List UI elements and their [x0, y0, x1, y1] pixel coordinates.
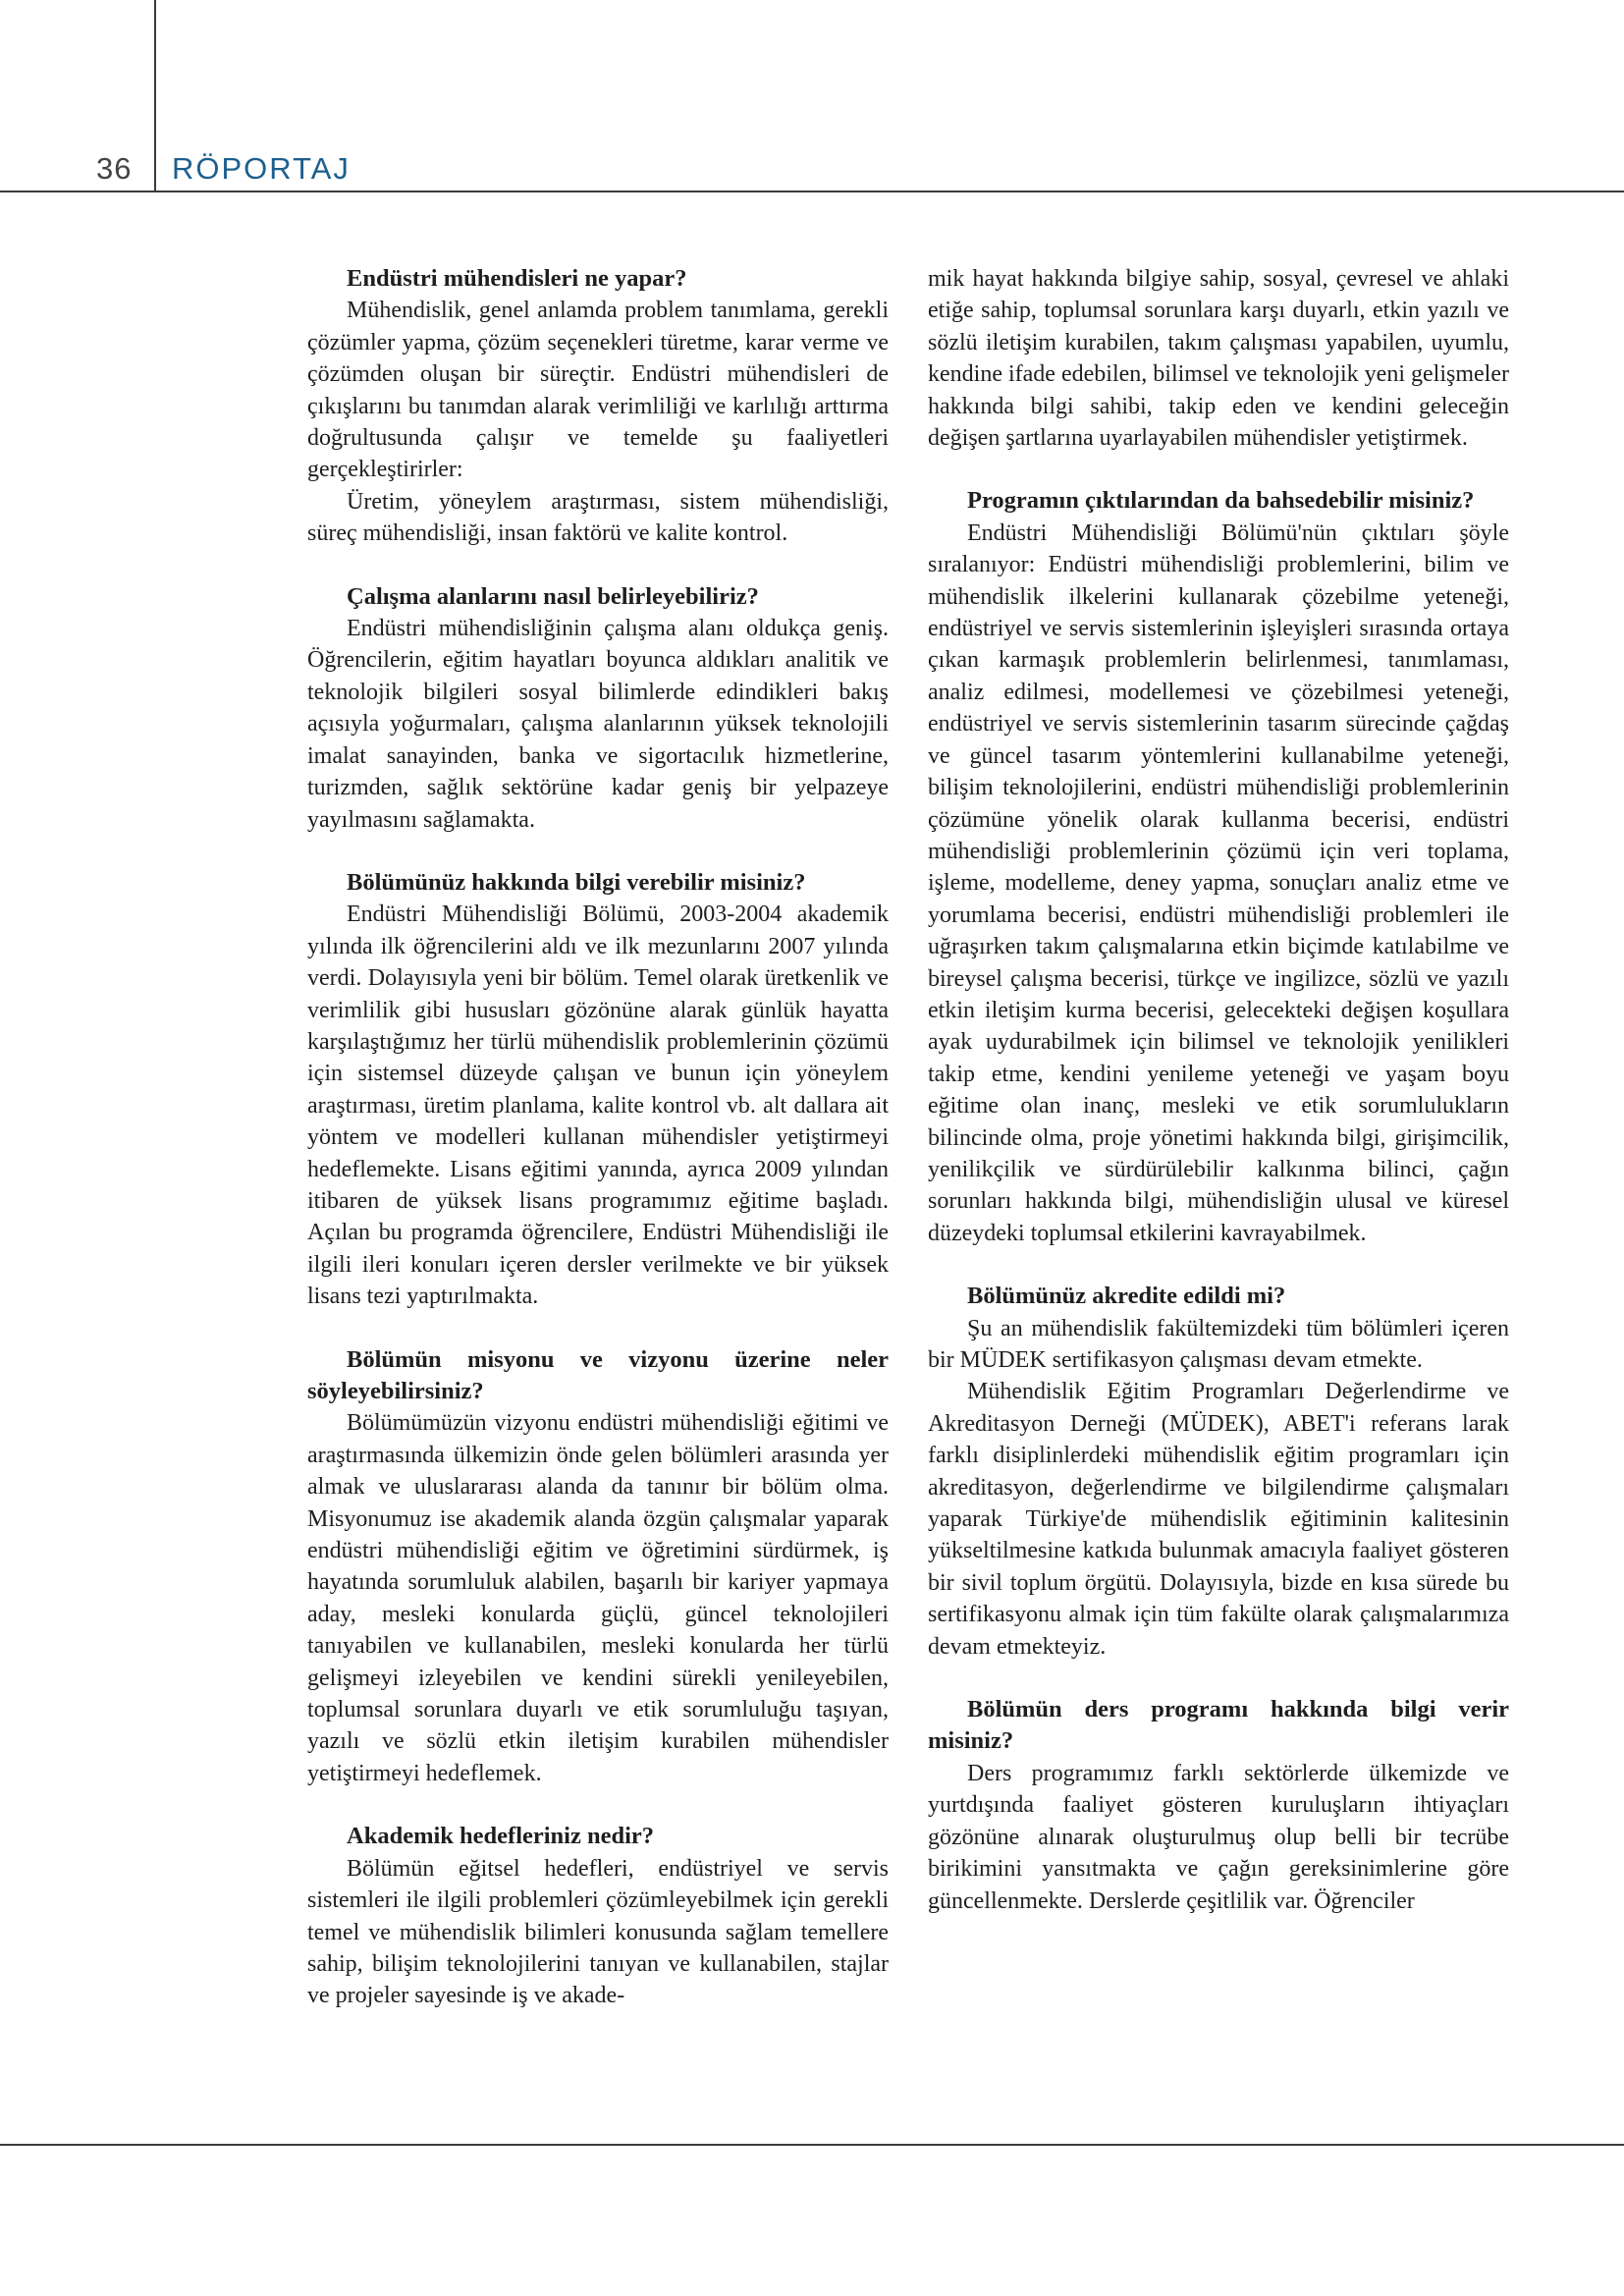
- header-horizontal-rule: [0, 191, 1624, 192]
- answer-paragraph: Ders programımız farklı sektörlerde ülkemizde ve yurtdışında faaliyet gösteren kuruluşların ihtiyaçları gözönüne alınarak oluşturulmuş olup belli bir tecrübe birikimini yansıtmakta ve çağın gereksinimlerine göre güncellenmekte. Derslerde çeşitlilik var. Öğrenciler: [928, 1760, 1509, 1914]
- header-vertical-rule: [154, 0, 156, 191]
- answer-paragraph: Endüstri Mühendisliği Bölümü'nün çıktıları şöyle sıralanıyor: Endüstri mühendisliği problemlerini, bilim ve mühendislik ilkelerini kullanarak çözebilme yeteneği, endüstriyel ve servis sistemlerinin işleyişleri sırasında ortaya çıkan karmaşık problemlerin belirlenmesi, tanımlaması, analiz edilmesi, modellemesi ve çözebilmesi yeteneği, endüstriyel ve servis sistemlerinin tasarım sürecinde çağdaş ve güncel tasarım yöntemlerini kullanabilme yeteneği, bilişim teknolojilerini, endüstri mühendisliği problemlerinin çözümüne yönelik olarak kullanma becerisi, endüstri mühendisliği problemlerinin çözümü için veri toplama, işleme, modelleme, deney yapma, sonuçları analiz etme ve yorumlama becerisi, endüstri mühendisliği problemleri ile uğraşırken takım çalışmalarına etkin biçimde katılabilme ve bireysel çalışma becerisi, türkçe ve ingilizce, sözlü ve yazılı etkin iletişim kurma becerisi, gelecekteki değişen koşullara ayak uydurabilmek için bilimsel ve teknolojik yenilikleri takip etme, kendini yenileme yeteneği ve yaşam boyu eğitime olan inanç, mesleki ve etik sorumlulukların bilincinde olma, proje yönetimi hakkında bilgi, girişimcilik, yenilikçilik ve sürdürülebilir kalkınma bilinci, çağın sorunları hakkında bilgi, mühendisliğin ulusal ve küresel düzeydeki toplumsal etkilerini kavrayabilmek.: [928, 519, 1509, 1246]
- answer-paragraph: Endüstri Mühendisliği Bölümü, 2003-2004 akademik yılında ilk öğrencilerini aldı ve ilk mezunlarını 2007 yılında verdi. Dolayısıyla yeni bir bölüm. Temel olarak üretkenlik ve verimlilik gibi hususları gözönüne alarak günlük hayatta karşılaştığımız her türlü mühendislik problemlerinin çözümü için sistemsel düzeyde çalışan ve bunun için yöneylem araştırması, üretim planlama, kalite kontrol vb. alt dallara ait yöntem ve modelleri kullanan mühendisler yetiştirmeyi hedeflemekte. Lisans eğitimi yanında, ayrıca 2009 yılından itibaren de yüksek lisans programımız eğitime başladı. Açılan bu programda öğrencilere, Endüstri Mühendisliği ile ilgili ileri konuları içeren dersler verilmekte ve bir yüksek lisans tezi yaptırılmakta.: [307, 902, 889, 1310]
- answer-paragraph: Bölümümüzün vizyonu endüstri mühendisliği eğitimi ve araştırmasında ülkemizin önde gelen bölümleri arasında yer almak ve uluslararası alanda da tanınır bir bölüm olma. Misyonumuz ise akademik alanda özgün çalışmalar yaparak endüstri mühendisliği eğitim ve öğretimini sürdürmek, iş hayatında sorumluluk alabilen, başarılı bir kariyer yapmaya aday, mesleki konularda güçlü, güncel teknolojileri tanıyabilen ve kullanabilen, mesleki konularda her türlü gelişmeyi izleyebilen ve kendini sürekli yenileyebilen, toplumsal sorunlara duyarlı ve etik sorumluluğu taşıyan, yazılı ve sözlü etkin iletişim kurabilen mühendisler yetiştirmeyi hedeflemek.: [307, 1410, 889, 1786]
- answer-paragraph: Endüstri mühendisliğinin çalışma alanı oldukça geniş. Öğrencilerin, eğitim hayatları boyunca aldıkları analitik ve teknolojik bilgileri sosyal bilimlerde edindikleri bakış açısıyla yoğurmaları, çalışma alanlarının yüksek teknolojili imalat sanayinden, banka ve sigortacılık hizmetlerine, turizmden, sağlık sektörüne kadar geniş bir yelpazeye yayılmasını sağlamakta.: [307, 616, 889, 833]
- answer-paragraph: Mühendislik Eğitim Programları Değerlendirme ve Akreditasyon Derneği (MÜDEK), ABET'i referans larak farklı disiplinlerdeki mühendislik eğitim programları için akreditasyon, değerlendirme ve bilgilendirme çalışmaları yaparak Türkiye'de mühendislik eğitiminin kalitesinin yükseltilmesine katkıda bulunmak amacıyla faaliyet gösteren bir sivil toplum örgütü. Dolayısıyla, bizde en kısa sürede bu sertifikasyonu almak için tüm fakülte olarak çalışmalarımıza devam etmekteyiz.: [928, 1379, 1509, 1660]
- answer-paragraph: Mühendislik, genel anlamda problem tanımlama, gerekli çözümler yapma, çözüm seçenekleri türetme, karar verme ve çözümden oluşan bir süreçtir. Endüstri mühendisleri de çıkışlarını bu tanımdan alarak verimliliği ve karlılığı arttırma doğrultusunda çalışır ve temelde şu faaliyetleri gerçekleştirirler:: [307, 298, 889, 483]
- question-heading: Çalışma alanlarını nasıl belirleyebiliriz?: [347, 582, 759, 610]
- question-heading: Bölümünüz akredite edildi mi?: [967, 1283, 1286, 1310]
- question-heading: Programın çıktılarından da bahsedebilir misiniz?: [967, 487, 1475, 515]
- question-heading: Bölümün ders programı hakkında bilgi verir misiniz?: [928, 1696, 1509, 1755]
- question-heading: Bölümün misyonu ve vizyonu üzerine neler söyleyebilirsiniz?: [307, 1345, 889, 1404]
- answer-paragraph: Şu an mühendislik fakültemizdeki tüm bölümleri içeren bir MÜDEK sertifikasyon çalışması devam etmekte.: [928, 1315, 1509, 1373]
- question-heading: Endüstri mühendisleri ne yapar?: [347, 265, 687, 292]
- section-title: RÖPORTAJ: [172, 151, 351, 186]
- answer-paragraph: Üretim, yöneylem araştırması, sistem mühendisliği, süreç mühendisliği, insan faktörü ve kalite kontrol.: [307, 488, 889, 547]
- page-number: 36: [96, 151, 133, 186]
- left-column: [307, 263, 889, 2012]
- answer-paragraph: Bölümün eğitsel hedefleri, endüstriyel ve servis sistemleri ile ilgili problemleri çözümleyebilmek için gerekli temel ve mühendislik bilimleri konusunda sağlam temellere sahip, bilişim teknolojilerini tanıyan ve kullanabilen, stajlar ve projeler sayesinde iş ve akade-: [307, 1855, 889, 2009]
- answer-paragraph: mik hayat hakkında bilgiye sahip, sosyal, çevresel ve ahlaki etiğe sahip, toplumsal sorunlara karşı duyarlı, etkin yazılı ve sözlü iletişim kurabilen, takım çalışması yapabilen, uyumlu, kendine ifade edebilen, bilimsel ve teknolojik yeni gelişmeler hakkında bilgi sahibi, takip eden ve kendini geleceğin değişen şartlarına uyarlayabilen mühendisler yetiştirmek.: [928, 266, 1509, 452]
- question-heading: Akademik hedefleriniz nedir?: [347, 1823, 655, 1850]
- footer-horizontal-rule: [0, 2144, 1624, 2146]
- right-column: [928, 263, 1509, 1917]
- question-heading: Bölümünüz hakkında bilgi verebilir misiniz?: [347, 868, 806, 896]
